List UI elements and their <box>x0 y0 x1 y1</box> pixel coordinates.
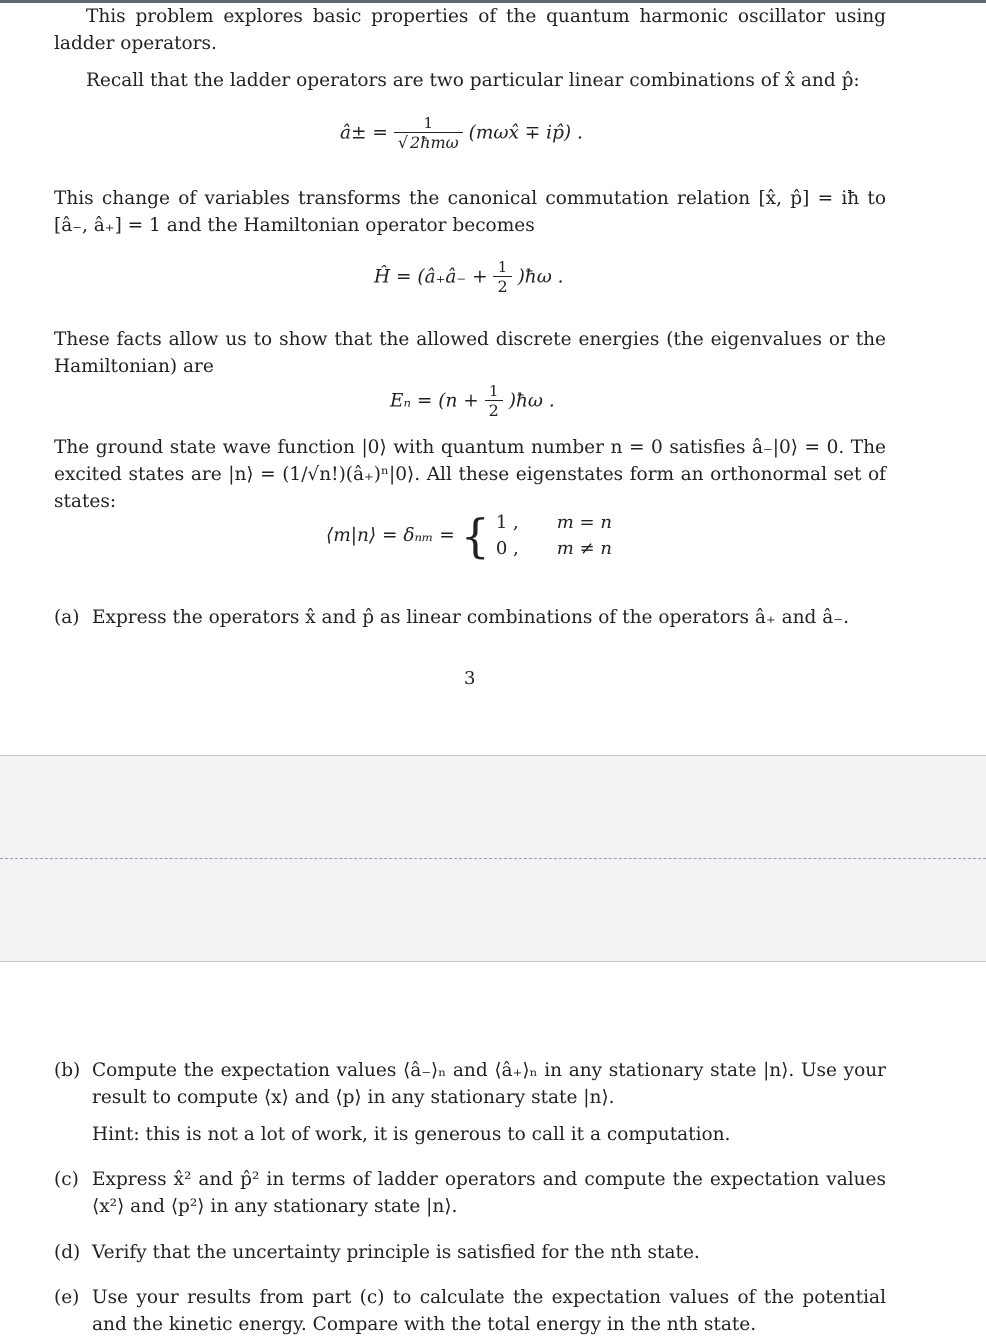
energy-equation <box>390 382 555 421</box>
question-d-text: Verify that the uncertainty principle is satisfied for the nth state. <box>92 1242 700 1263</box>
ladder-lhs: â± = <box>340 122 388 144</box>
intro-paragraph: This problem explores basic properties of the quantum harmonic oscillator using ladder operators. <box>54 6 886 54</box>
hamiltonian-fraction <box>493 258 511 297</box>
cases-grid <box>496 512 612 560</box>
ladder-fraction: $\frac{1}{\text{√ 2ħmω}}$ <box>394 114 463 153</box>
energy-frac-den: 2 <box>485 400 503 421</box>
page-break-gap <box>0 755 986 962</box>
question-c <box>54 1166 886 1220</box>
question-e-text: Use your results from part (c) to calculate the expectation values of the potential and the kinetic energy. Compare with the total energy in the nth state. <box>92 1287 886 1335</box>
ladder-frac-den: 2ħmω <box>410 133 459 152</box>
question-b-hint-text: Hint: this is not a lot of work, it is generous to call it a computation. <box>92 1124 731 1145</box>
ground-state-paragraph: The ground state wave function |0⟩ with quantum number n = 0 satisfies â₋|0⟩ = 0. The excited states are |n⟩ = (1/√n!)(â₊)ⁿ|0⟩. All these eigenstates form an orthonormal set of states: <box>54 437 886 512</box>
page-break-dashed-line <box>0 858 986 859</box>
orthonormal-equation <box>326 509 612 563</box>
question-a-label: (a) <box>54 607 80 628</box>
change-of-variables-paragraph: This change of variables transforms the canonical commutation relation [x̂, p̂] = iħ to [â₋, â₊] = 1 and the Hamiltonian operator becomes <box>54 188 886 236</box>
ladder-frac-num: 1 <box>423 114 434 132</box>
energies-paragraph: These facts allow us to show that the allowed discrete energies (the eigenvalues or the Hamiltonian) are <box>54 329 886 377</box>
question-b <box>54 1057 886 1111</box>
hamiltonian-lhs: Ĥ = (â₊â₋ + <box>374 266 488 288</box>
orthonormal-lhs: ⟨m|n⟩ = δₙₘ = <box>326 525 455 546</box>
question-b-label: (b) <box>54 1060 81 1081</box>
question-b-text: Compute the expectation values ⟨â₋⟩ₙ and ⟨â₊⟩ₙ in any stationary state |n⟩. Use your result to compute ⟨x⟩ and ⟨p⟩ in any stationary state |n⟩. <box>92 1060 886 1108</box>
ladder-rhs: (mωx̂ ∓ ip̂) . <box>468 122 583 144</box>
ladder-intro-paragraph: Recall that the ladder operators are two particular linear combinations of x̂ and p̂: <box>86 70 860 91</box>
energy-fraction <box>485 382 503 421</box>
case1-value: 1 , <box>495 512 519 533</box>
hamiltonian-frac-num: 1 <box>497 258 508 276</box>
hamiltonian-frac-den: 2 <box>493 276 511 297</box>
question-d-label: (d) <box>54 1242 81 1263</box>
energy-rhs: )ħω . <box>508 390 555 412</box>
question-c-label: (c) <box>54 1169 79 1190</box>
cases-brace: { <box>460 509 490 563</box>
case2-value: 0 , <box>495 538 519 559</box>
hamiltonian-rhs: )ħω . <box>517 266 564 288</box>
question-d <box>54 1239 886 1266</box>
energy-frac-num: 1 <box>488 382 499 400</box>
case2-condition: m ≠ n <box>556 538 612 559</box>
question-e-label: (e) <box>54 1287 80 1308</box>
hamiltonian-equation <box>374 258 564 297</box>
question-b-hint <box>54 1121 886 1148</box>
question-c-text: Express x̂² and p̂² in terms of ladder operators and compute the expectation values ⟨x²⟩ and ⟨p²⟩ in any stationary state |n⟩. <box>92 1169 886 1217</box>
ladder-operator-equation <box>340 114 583 153</box>
page-number: 3 <box>464 668 476 689</box>
case1-condition: m = n <box>556 512 612 533</box>
question-a-text: Express the operators x̂ and p̂ as linear combinations of the operators â₊ and â₋. <box>92 607 849 628</box>
energy-lhs: Eₙ = (n + <box>390 390 479 412</box>
question-e <box>54 1284 886 1338</box>
question-a <box>54 604 886 631</box>
